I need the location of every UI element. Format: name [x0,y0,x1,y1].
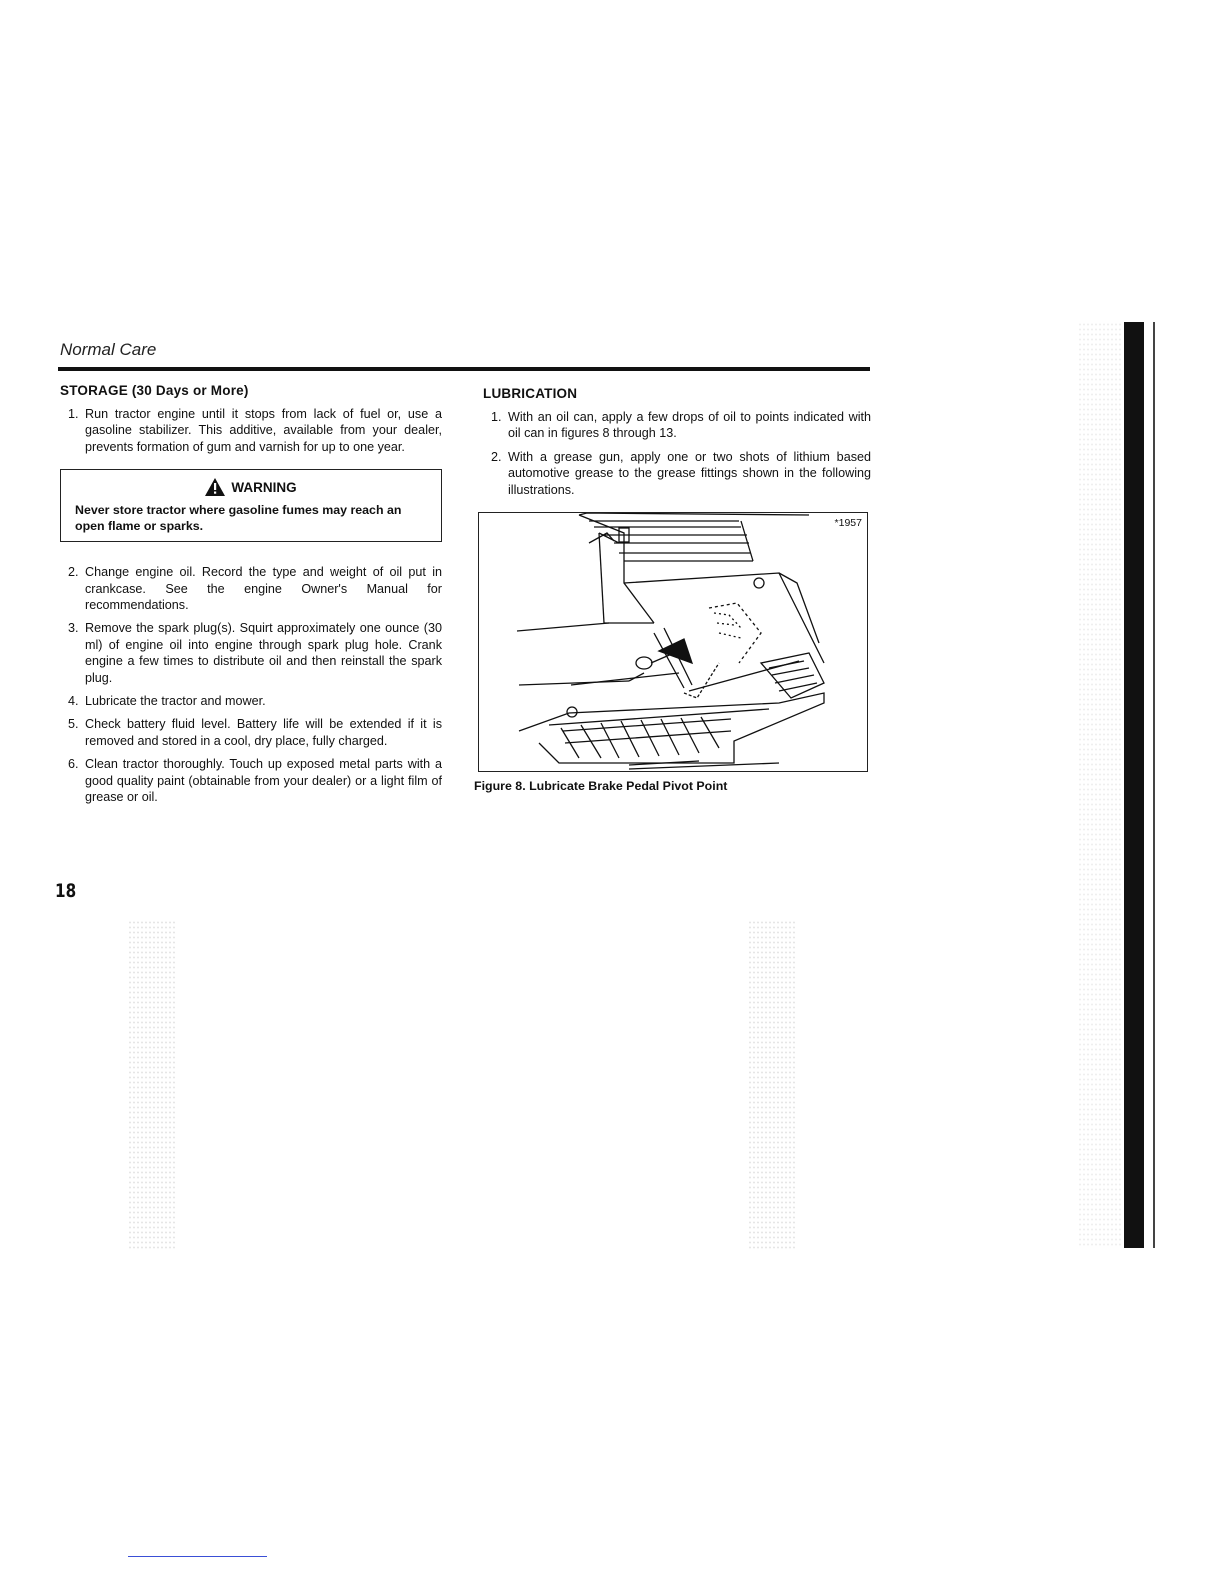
lubrication-steps [483,409,871,498]
step-text: Check battery fluid level. Battery life will be extended if it is removed and stored in a cool, dry place, fully charged. [85,717,442,748]
storage-step [60,564,442,613]
step-text: Change engine oil. Record the type and weight of oil put in crankcase. See the engine Owner's Manual for recommendations. [85,565,442,613]
storage-step [60,693,442,709]
warning-label: WARNING [231,479,297,495]
warning-text: Never store tractor where gasoline fumes may reach an open flame or sparks. [75,503,402,534]
storage-section [60,383,442,813]
lubrication-step [483,449,871,498]
step-number: 6. [68,757,79,772]
step-number: 3. [68,621,79,636]
storage-heading: STORAGE (30 Days or More) [60,383,249,398]
warning-triangle-icon [205,478,225,496]
binding-edge-bar [1124,322,1144,1248]
storage-steps-continued [60,564,442,805]
step-number: 2. [68,565,79,580]
page-number: 18 [55,880,77,902]
step-number: 5. [68,717,79,732]
step-text: Remove the spark plug(s). Squirt approximately one ounce (30 ml) of engine oil into engine through spark plug hole. Crank engine a few times to distribute oil and then reinstall the spark plug. [85,621,442,685]
step-number: 4. [68,694,79,709]
warning-header [75,478,427,496]
step-text: With a grease gun, apply one or two shots of lithium based automotive grease to the grease fittings shown in the following illustrations. [508,449,871,497]
binding-edge-line [1153,322,1155,1248]
storage-step [60,620,442,686]
step-number: 1. [68,407,79,421]
step-text: With an oil can, apply a few drops of oil to points indicated with oil can in figures 8 through 13. [508,410,871,441]
step-number: 1. [491,410,502,424]
scan-noise-middle [748,920,796,1250]
footer-underline [128,1556,267,1557]
header-rule [58,367,870,371]
scan-noise-right [1078,322,1122,1248]
figure-8 [478,512,868,772]
figure-caption: Figure 8. Lubricate Brake Pedal Pivot Point [474,779,728,793]
storage-step [60,716,442,749]
storage-steps [60,406,442,455]
figure-id: *1957 [834,517,862,529]
step-text: Clean tractor thoroughly. Touch up exposed metal parts with a good quality paint (obtainable from your dealer) or a light film of grease or oil. [85,757,442,805]
scan-noise-left [128,920,176,1250]
step-number: 2. [491,449,502,464]
warning-box [60,469,442,542]
step-text: Lubricate the tractor and mower. [85,694,266,709]
step-text: Run tractor engine until it stops from lack of fuel or, use a gasoline stabilizer. This additive, available from your dealer, prevents formation of gum and varnish for up to one year. [85,407,442,454]
page-header-title: Normal Care [60,340,157,359]
storage-step [60,756,442,805]
storage-step [60,406,442,455]
brake-pedal-illustration [479,513,867,771]
lubrication-heading: LUBRICATION [483,386,578,401]
lubrication-step [483,409,871,442]
lubrication-section [483,386,871,505]
